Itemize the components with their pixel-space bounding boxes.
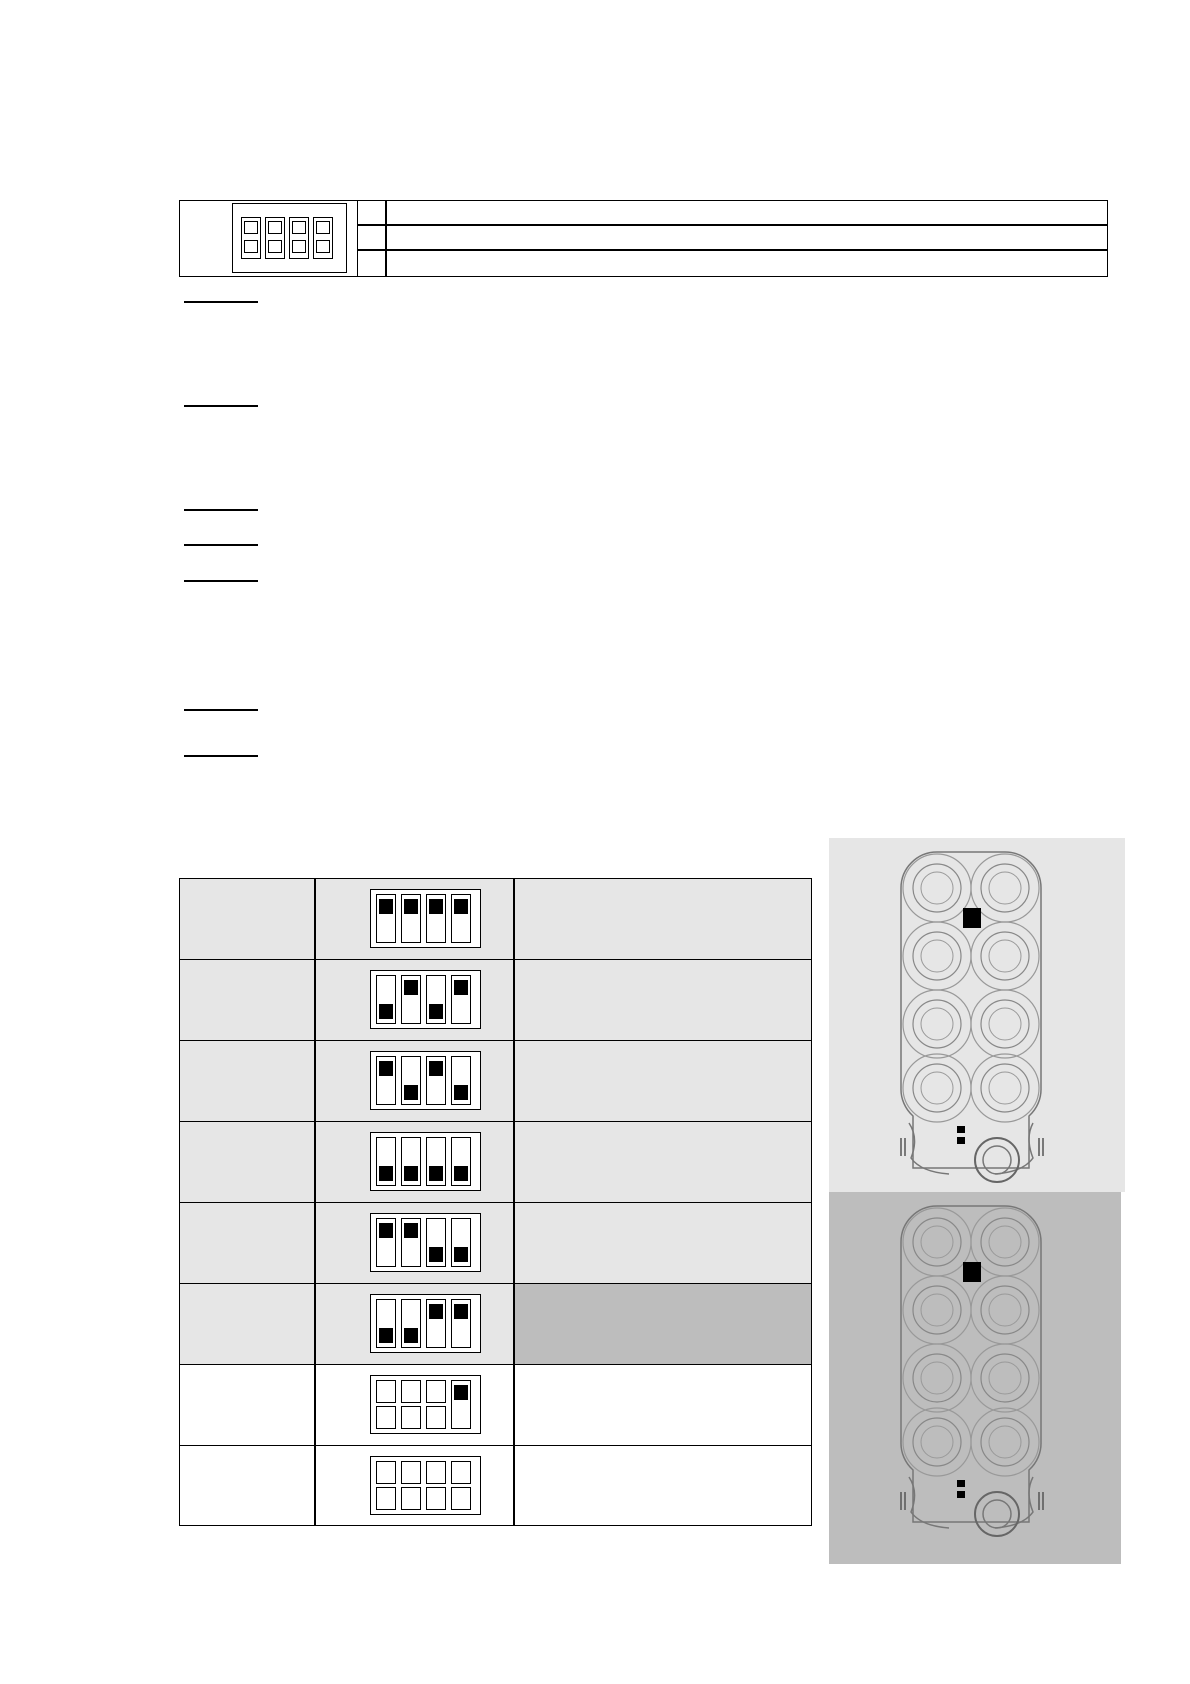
dip-switch-block — [370, 1213, 481, 1272]
button-inner-icon — [921, 1362, 953, 1394]
row-label — [180, 1284, 314, 1364]
dip-switch-knob — [429, 1304, 443, 1319]
indicator-square-icon — [963, 908, 981, 928]
dip-switch-open — [426, 1461, 446, 1510]
dip-switch-cell — [401, 1487, 421, 1510]
stop-dial-icon — [975, 1138, 1019, 1182]
dip-switch-knob — [454, 899, 468, 914]
button-outer-icon — [913, 864, 961, 912]
remote-outline — [901, 1206, 1041, 1522]
dip-switch-up — [426, 1056, 446, 1105]
row-dip-cell — [314, 1284, 513, 1364]
dip-switch-down — [426, 975, 446, 1024]
dip-switch-cell — [292, 221, 306, 234]
dip-switch-up — [426, 1299, 446, 1348]
button-inner-icon — [921, 1008, 953, 1040]
dip-switch-up — [401, 1218, 421, 1267]
indicator-square-icon — [963, 1262, 981, 1282]
table-row — [179, 1121, 812, 1203]
row-label — [180, 1203, 314, 1283]
remote-panel-dark — [829, 1192, 1121, 1564]
row-description — [513, 960, 811, 1040]
dip-switch-up — [451, 1380, 471, 1429]
dip-switch-block — [370, 1456, 481, 1515]
dip-switch-up — [376, 1218, 396, 1267]
stop-dial-inner-icon — [983, 1146, 1011, 1174]
blank-line-1 — [184, 301, 258, 303]
dip-switch-knob — [429, 899, 443, 914]
button-outer-icon — [981, 1354, 1029, 1402]
row-dip-cell — [314, 1041, 513, 1121]
button-outer-icon — [981, 1418, 1029, 1466]
row-description — [513, 1284, 811, 1364]
dip-switch-up — [451, 975, 471, 1024]
blank-line-5 — [184, 580, 258, 582]
dip-switch-up — [426, 894, 446, 943]
row-label — [180, 1446, 314, 1525]
button-inner-icon — [989, 940, 1021, 972]
dip-switch-open — [426, 1380, 446, 1429]
dip-switch-open — [376, 1380, 396, 1429]
dip-switch-2 — [265, 217, 285, 259]
button-outer-icon — [913, 1000, 961, 1048]
row-dip-cell — [314, 1203, 513, 1283]
button-outer-icon — [913, 1218, 961, 1266]
dip-switch-down — [401, 1056, 421, 1105]
blank-line-2 — [184, 405, 258, 407]
dip-switch-down — [376, 1137, 396, 1186]
dip-switch-cell — [376, 1406, 396, 1429]
row-description — [513, 1122, 811, 1202]
dip-switch-knob — [404, 1328, 418, 1343]
dip-switch-block — [370, 1132, 481, 1191]
row-dip-cell — [314, 1365, 513, 1445]
button-outer-icon — [913, 1418, 961, 1466]
button-outer-icon — [913, 1354, 961, 1402]
dip-switch-down — [451, 1218, 471, 1267]
button-inner-icon — [921, 1072, 953, 1104]
dip-switch-knob — [454, 1247, 468, 1262]
dip-switch-up — [376, 1056, 396, 1105]
blank-line-6 — [184, 709, 258, 711]
dip-switch-knob — [454, 1304, 468, 1319]
button-inner-icon — [989, 1072, 1021, 1104]
dip-switch-knob — [379, 1223, 393, 1238]
dip-switch-cell — [376, 1380, 396, 1403]
dip-switch-block — [370, 1294, 481, 1353]
dip-switch-cell — [316, 240, 330, 253]
stop-dial-icon — [975, 1492, 1019, 1536]
dip-switch-up — [451, 1299, 471, 1348]
button-inner-icon — [921, 940, 953, 972]
button-inner-icon — [921, 1426, 953, 1458]
table-row — [179, 959, 812, 1041]
dip-switch-up — [401, 975, 421, 1024]
button-outer-icon — [913, 932, 961, 980]
lower-contour-icon — [909, 1477, 949, 1528]
dip-switch-cell — [244, 240, 258, 253]
button-inner-icon — [989, 872, 1021, 904]
dip-switch-knob — [429, 1247, 443, 1262]
table-row — [179, 1364, 812, 1446]
dip-switch-down — [426, 1137, 446, 1186]
dip-switch-knob — [379, 1328, 393, 1343]
small-switch-icon — [957, 1491, 965, 1498]
button-outer-icon — [913, 1064, 961, 1112]
dip-switch-down — [426, 1218, 446, 1267]
row-dip-cell — [314, 879, 513, 959]
dip-switch-knob — [379, 1166, 393, 1181]
dip-switch-block — [370, 970, 481, 1029]
row-dip-cell — [314, 1122, 513, 1202]
dip-switch-down — [451, 1137, 471, 1186]
button-outer-icon — [981, 1286, 1029, 1334]
dip-switch-4 — [313, 217, 333, 259]
dip-switch-knob — [429, 1004, 443, 1019]
dip-switch-up — [376, 894, 396, 943]
dip-switch-cell — [376, 1487, 396, 1510]
dip-switch-block — [370, 889, 481, 948]
dip-switch-knob — [379, 899, 393, 914]
button-inner-icon — [989, 1008, 1021, 1040]
button-inner-icon — [989, 1226, 1021, 1258]
row-description — [513, 1365, 811, 1445]
dip-switch-cell — [426, 1380, 446, 1403]
dip-switch-knob — [404, 1085, 418, 1100]
row-description — [513, 1041, 811, 1121]
blank-line-4 — [184, 544, 258, 546]
button-outer-icon — [981, 932, 1029, 980]
dip-switch-cell — [268, 221, 282, 234]
dip-switch-1 — [241, 217, 261, 259]
dip-switch-cell — [401, 1406, 421, 1429]
button-inner-icon — [921, 1226, 953, 1258]
dip-switch-down — [401, 1137, 421, 1186]
dip-switch-cell — [316, 221, 330, 234]
blank-line-7 — [184, 755, 258, 757]
dip-switch-cell — [451, 1461, 471, 1484]
row-label — [180, 1122, 314, 1202]
row-dip-cell — [314, 1446, 513, 1525]
remote-illustration — [829, 838, 1125, 1192]
remote-panel-light — [829, 838, 1125, 1192]
dip-switch-down — [376, 1299, 396, 1348]
dip-switch-cell — [244, 221, 258, 234]
button-outer-icon — [981, 1000, 1029, 1048]
button-inner-icon — [989, 1294, 1021, 1326]
dip-switch-cell — [451, 1487, 471, 1510]
dip-switch-open — [451, 1461, 471, 1510]
small-switch-icon — [957, 1126, 965, 1133]
row-description — [513, 1446, 811, 1525]
dip-switch-down — [401, 1299, 421, 1348]
dip-switch-open — [376, 1461, 396, 1510]
dip-switch-knob — [454, 980, 468, 995]
dip-switch-cell — [292, 240, 306, 253]
dip-switch-up — [451, 894, 471, 943]
table-row — [179, 1040, 812, 1122]
button-outer-icon — [981, 864, 1029, 912]
stop-dial-inner-icon — [983, 1500, 1011, 1528]
dip-switch-cell — [401, 1461, 421, 1484]
small-switch-icon — [957, 1480, 965, 1487]
dip-switch-cell — [426, 1461, 446, 1484]
dip-switch-knob — [454, 1385, 468, 1400]
dip-switch-cell — [268, 240, 282, 253]
dip-switch-down — [451, 1056, 471, 1105]
dip-settings-table — [179, 878, 812, 1526]
dip-switch-knob — [429, 1061, 443, 1076]
dip-switch-knob — [404, 980, 418, 995]
header-table — [179, 200, 1108, 277]
table-row — [179, 878, 812, 960]
dip-switch-block — [370, 1375, 481, 1434]
row-label — [180, 879, 314, 959]
dip-switch-knob — [404, 1223, 418, 1238]
dip-switch-cell — [376, 1461, 396, 1484]
row-label — [180, 960, 314, 1040]
button-outer-icon — [913, 1286, 961, 1334]
dip-switch-3 — [289, 217, 309, 259]
table-row — [179, 1202, 812, 1284]
dip-switch-cell — [426, 1406, 446, 1429]
button-inner-icon — [921, 872, 953, 904]
dip-switch-knob — [404, 1166, 418, 1181]
row-description — [513, 879, 811, 959]
dip-switch-cell — [426, 1487, 446, 1510]
header-dip-switch — [232, 203, 347, 273]
blank-line-3 — [184, 509, 258, 511]
dip-switch-knob — [379, 1004, 393, 1019]
button-outer-icon — [981, 1064, 1029, 1112]
dip-switch-knob — [404, 899, 418, 914]
table-row — [179, 1445, 812, 1526]
dip-switch-cell — [401, 1380, 421, 1403]
dip-switch-open — [401, 1380, 421, 1429]
table-row — [179, 1283, 812, 1365]
dip-switch-knob — [454, 1085, 468, 1100]
row-label — [180, 1365, 314, 1445]
row-description — [513, 1203, 811, 1283]
dip-switch-knob — [379, 1061, 393, 1076]
row-dip-cell — [314, 960, 513, 1040]
row-label — [180, 1041, 314, 1121]
dip-switch-open — [401, 1461, 421, 1510]
button-inner-icon — [921, 1294, 953, 1326]
button-inner-icon — [989, 1426, 1021, 1458]
remote-outline — [901, 852, 1041, 1168]
dip-switch-knob — [429, 1166, 443, 1181]
lower-contour-icon — [995, 1123, 1033, 1174]
lower-contour-icon — [995, 1477, 1033, 1528]
button-inner-icon — [989, 1362, 1021, 1394]
small-switch-icon — [957, 1137, 965, 1144]
button-outer-icon — [981, 1218, 1029, 1266]
dip-switch-block — [370, 1051, 481, 1110]
remote-illustration — [829, 1192, 1121, 1564]
lower-contour-icon — [909, 1123, 949, 1174]
dip-switch-up — [401, 894, 421, 943]
dip-switch-down — [376, 975, 396, 1024]
dip-switch-knob — [454, 1166, 468, 1181]
